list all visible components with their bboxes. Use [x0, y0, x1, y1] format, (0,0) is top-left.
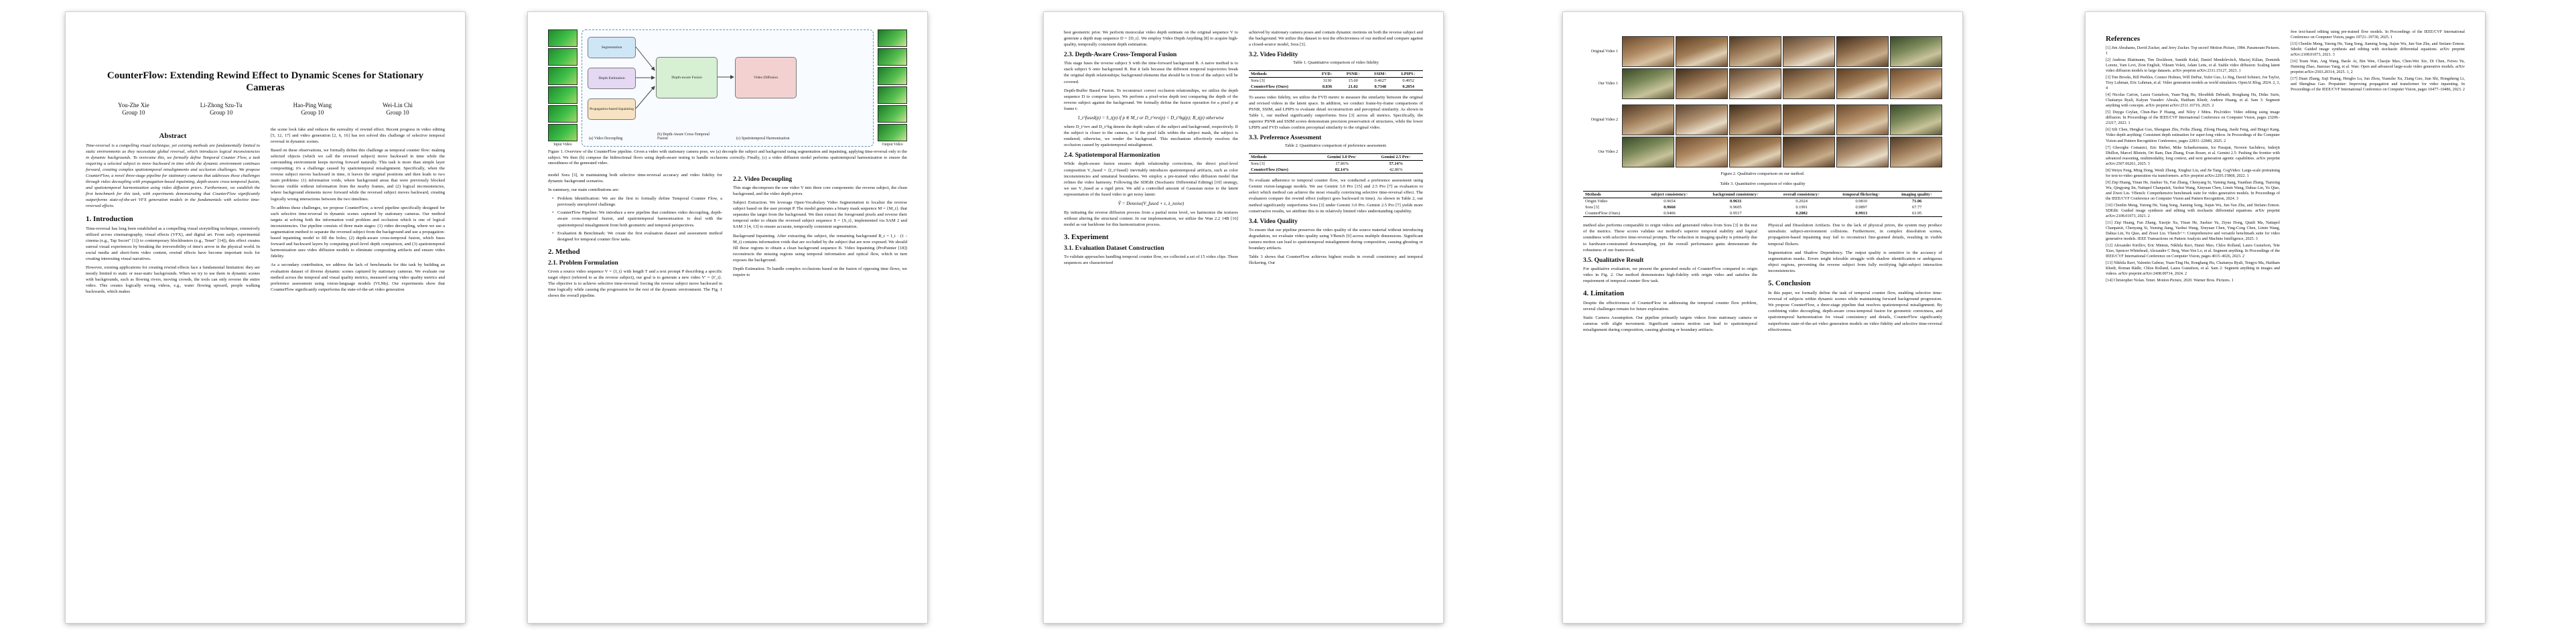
- reference-item: free text-based editing using pre-trained flow models. In Proceedings of the IEEE/CVF International Conference on Computer Vision, pages 19721–19730, 2025. 1: [2291, 30, 2465, 40]
- reference-item: [17] Duan Zhang, Jiaji Huang, Hengbo Lu, Jun Zhou, Yuanzhe Xu, Ziang Guo, Jian Shi, Hongsheng Li, and Shenghua Gao. Propainter: Improving propagation and transformer for video inpainting. In Proceedings of the IEEE/CVF International Conference on Computer Vision, pages 10477–10486, 2023. 2: [2291, 77, 2465, 92]
- reference-item: [12] Alexander Kirillov, Eric Mintun, Nikhila Ravi, Hanzi Mao, Chloe Rolland, Laura Gustafson, Tete Xiao, Spencer Whitehead, Alexander C Berg, Wan-Yen Lo, et al. Segment anything. In Proceedings of the IEEE/CVF International Conference on Computer Vision, pages 4015–4026, 2023. 2: [2106, 244, 2280, 259]
- video-frame-thumbnail: [548, 29, 578, 47]
- stage-label-c: (c) Spatiotemporal Harmonization: [736, 137, 790, 141]
- reference-item: [10] Chenlin Meng, Yutong He, Yang Song, Jiaming Song, Jiajun Wu, Jun-Yan Zhu, and Stefano Ermon. SDEdit: Guided image synthesis and editing with stochastic differential equations. arXiv preprint arXiv:2108.01073, 2021. 2: [2106, 203, 2280, 218]
- video-frame-thumbnail: [548, 67, 578, 84]
- subsection-heading: 3.1. Evaluation Dataset Construction: [1064, 245, 1164, 253]
- reference-item: [7] Gheorghe Comanici, Eric Bieber, Mike Schaekermann, Ice Pasupat, Noveen Sachdeva, Inderjit Dhillon, Marcel Blistein, Ori Ram, Dan Zhang, Evan Rosen, et al. Gemini 2.5: Pushing the frontier with advanced reasoning, multimodality, long context, and next generation agentic capabilities. arXiv preprint arXiv:2507.06261, 2025. 3: [2106, 145, 2280, 166]
- table-header: Gemini 2.5 Pro↑: [1381, 155, 1411, 160]
- fidelity-table: [1249, 70, 1423, 90]
- paper-title: CounterFlow: Extending Rewind Effect to Dynamic Scenes for Stationary Cameras: [107, 70, 424, 93]
- subsection-heading: 2.4. Spatiotemporal Harmonization: [1064, 152, 1160, 159]
- reference-item: [13] Nikhila Ravi, Valentin Gabeur, Yuan-Ting Hu, Ronghang Hu, Chaitanya Ryali, Tengyu Ma, Haitham Khedr, Roman Rädle, Chloe Rolland, Laura Gustafson, et al. Sam 2: Segment anything in images and videos. arXiv preprint arXiv:2408.00714, 2024. 2: [2106, 261, 2280, 277]
- paragraph: best geometric prior. We perform monocular video depth estimate on the original sequence V to generate a depth map sequence D = {D_t}. We employ Video Depth Anything [8] to acquire high-quality, temporally consistent depth estimation.: [1064, 30, 1238, 48]
- table-header: subject consistency↑: [1651, 192, 1688, 198]
- section-heading: 4. Limitation: [1583, 289, 1625, 298]
- figure-label: Output Video: [882, 143, 903, 147]
- video-frame-thumbnail: [1836, 68, 1889, 99]
- video-frame-thumbnail: [1622, 68, 1674, 99]
- input-video-frames: [548, 29, 578, 147]
- table-header: FVD↓: [1321, 71, 1333, 76]
- paper-page-2: [528, 12, 927, 623]
- qualitative-figure: [1583, 36, 1942, 167]
- paragraph: the scene look fake and reduces the surreality of rewind effect. Recent progress in video editing [5, 12, 17] and video generation [2, 6, 16] has not solved this challenge of selective temporal reversal in dynamic scenes.: [271, 127, 445, 144]
- video-frame-thumbnail: [1676, 68, 1728, 99]
- paragraph: To ensure that our pipeline preserves the video quality of the source material without introducing degradation, we evaluate video quality using VBench [9] across multiple dimensions. Significant camera motion can lead to spatiotemporal misalignment during composition, causing ghosting or boundary artifacts.: [1249, 227, 1423, 251]
- row-label: Our Video 2: [1598, 150, 1618, 154]
- section-heading: 3. Experiment: [1064, 233, 1109, 242]
- paragraph: Segmentation and Shadow Dependency. The output quality is sensitive to the accuracy of segmentation masks. Errors might tolerable struggle with shadow identification or ambiguous object regions, preventing the reverse subject from fully rectifying light-subject interaction inconsistencies.: [1768, 250, 1942, 273]
- video-frame-thumbnail: [1729, 137, 1781, 167]
- video-frame-thumbnail: [1783, 104, 1835, 135]
- video-frame-thumbnail: [878, 86, 907, 104]
- section-heading: 5. Conclusion: [1768, 279, 1811, 288]
- video-frame-thumbnail: [878, 124, 907, 141]
- paragraph: where D_t^rev and D_t^bg denote the depth values of the subject and background, respectively. If the subject is closer to the camera, or if the pixel falls within the subject mask, the subject is rendered; otherwise, we render the background. This mechanism effectively resolves the occlusion caused by spatiotemporal misalignment.: [1064, 125, 1238, 148]
- table-header: Gemini 3.0 Pro↑: [1327, 155, 1357, 160]
- table-caption: Table 2. Quantitative comparison of preference assessment.: [1284, 143, 1387, 149]
- section-heading: 2. Method: [548, 247, 580, 256]
- reference-item: [15] Chenlin Meng, Yutong He, Yang Song, Jiaming Song, Jiajun Wu, Jun-Yan Zhu, and Stefano Ermon. Sdedit: Guided image synthesis and editing with stochastic differential equations. arXiv preprint arXiv:2108.01073, 2021. 3: [2291, 42, 2465, 58]
- equation: I_t^fused(p) = S_t(p) if p ∈ M_t or D_t^rev(p) < D_t^bg(p); B_t(p) otherwise: [1078, 115, 1224, 121]
- video-frame-thumbnail: [1622, 104, 1674, 135]
- contribution-bullet: • Evaluation & Benchmark: We create the first evaluation dataset and assessment method designed for temporal counter flow tasks.: [553, 230, 722, 242]
- reference-item: [6] Sili Chen, Hengkai Guo, Shengnan Zhu, Feihu Zhang, Zilong Huang, Jiashi Feng, and Bingyi Kang. Video depth anything: Consistent depth estimation for super-long videos. In Proceedings of the Computer Vision and Pattern Recognition Conference, pages 22831–22840, 2025. 2: [2106, 128, 2280, 143]
- table-row: CounterFlow (Ours) 8.836 21.02 0.7348 0.2054: [1249, 84, 1423, 90]
- paper-page-3: [1044, 12, 1443, 623]
- table-row: CounterFlow (Ours) 82.14% 42.86%: [1249, 167, 1423, 173]
- paragraph: Depth-Buffer Based Fusion. To reconstruct correct occlusion relationships, we utilize the depth sequence D to compose layers. We perform a pixel-wise depth test comparing the depth of the reverse subject against the background. We formally define the fusion operation for a pixel p at frame t:: [1064, 88, 1238, 111]
- video-frame-thumbnail: [1676, 137, 1728, 167]
- paragraph: Based on these observations, we formally define this challenge as temporal counter flow: making selected objects (which we call the reversed subject) move backward in time while the surrounding environment keeps moving forward naturally. This task is more than simple layer compositing; it's a challenge caused by spatiotemporal misalignment. Specifically, when the reverse subject moves backward in time, it leaves the original positions and then leads to two main problems: (1) information voids, where background areas that were previously blocked become visible without information from the nearby frames, and (2) logical inconsistencies, where background elements move forward while the reversed subject moves backward, creating logically wrong interactions between the two timelines.: [271, 147, 445, 202]
- paragraph: achieved by stationary camera poses and contain dynamic motions on both the reverse subject and the background. We utilize this dataset to test the effectiveness of our method and compare against a closed-source model, Sora [3].: [1249, 30, 1423, 48]
- reference-item: [5] Duygu Ceylan, Chun-Hao P Huang, and Niloy J Mitra. Pix2video: Video editing using image diffusion. In Proceedings of the IEEE/CVF International Conference on Computer Vision, pages 23206–23217, 2023. 1: [2106, 111, 2280, 126]
- paragraph: Given a source video sequence V = {I_t} with length T and a text prompt P describing a specific target object (referred to as the reverse subject), our goal is to generate a new video V' = {I'_t}. The objective is to achieve selective time-reversal: forcing the reverse subject move backward in time logically while causing the progression for the rest of the dynamic environment. The Fig. 1 shows the overall pipeline.: [548, 269, 722, 299]
- stage-label-b: (b) Depth-Aware Cross-Temporal Fusion: [657, 133, 709, 141]
- video-frame-thumbnail: [1676, 104, 1728, 135]
- pipeline-arrows: [582, 30, 810, 147]
- preference-table: [1249, 153, 1423, 173]
- video-frame-thumbnail: [1890, 36, 1942, 67]
- paragraph: Despite the effectiveness of CounterFlow in addressing the temporal counter flow problem, several challenges remain for future exploration.: [1583, 301, 1757, 312]
- reference-item: [11] Ziqi Huang, Fan Zhang, Xiaojie Xu, Yinan He, Jiashuo Yu, Ziyue Dong, Qianli Ma, Nattapol Chanpaisit, Chenyang Si, Yuming Jiang, Yaohui Wang, Xinyuan Chen, Ying-Cong Chen, Limin Wang, Dahua Lin, Yu Qiao, and Ziwei Liu. Vbench++: Comprehensive and versatile benchmark suite for video generative models. IEEE Transactions on Pattern Analysis and Machine Intelligence, 2025. 3: [2106, 220, 2280, 242]
- table-row: Sora [3] 17.86% 57.14%: [1251, 161, 1404, 167]
- table-caption: Table 3. Quantitative comparison of video quality: [1720, 181, 1806, 186]
- section-heading: 1. Introduction: [86, 214, 133, 223]
- paragraph: To assess video fidelity, we utilize the FVD metric to measure the similarity between the original and revised videos in the latent space. In addition, we conduct frame-by-frame comparisons of PSNR, SSIM, and LPIPS to evaluate detail reconstruction and perceptual similarity. As shown in Table 1, our method significantly outperforms Sora [3] across all metrics. Specifically, the superior PSNR and SSIM scores demonstrate precision preservation of structures, while the lower LPIPS and FVD values confirm perceptual similarity to the original video.: [1249, 94, 1423, 131]
- paragraph: model Sora [3], in maintaining both selective time-reversal accuracy and video fidelity for dynamic background scenarios.: [548, 172, 722, 184]
- contribution-bullet: • Problem Identification: We are the first to formally define Temporal Counter Flow, a previously unexplored challenge.: [553, 196, 722, 208]
- video-frame-thumbnail: [1729, 68, 1781, 99]
- reference-item: [8] Weiyu Feng, Ming Dong, Wenli Zheng, Xinghui Liu, and Jie Tang. CogVideo: Large-scale pretraining for text-to-video generation via transformers. arXiv preprint arXiv:2205.15868, 2022. 1: [2106, 168, 2280, 178]
- reference-item: [9] Ziqi Huang, Yinan He, Jiashuo Yu, Fan Zhang, Chenyang Si, Yuming Jiang, Yuanhan Zhang, Tianxing Wu, Qingyang Jin, Nattapol Chanpaisit, Yaohui Wang, Xinyuan Chen, Limin Wang, Dahua Lin, Yu Qiao, and Ziwei Liu. VBench: Comprehensive benchmark suite for video generative models. In Proceedings of the IEEE/CVF Conference on Computer Vision and Pattern Recognition, 2024. 3: [2106, 180, 2280, 201]
- inpainting-block: Propagation-based Inpainting: [588, 98, 636, 120]
- paragraph: To address these challenges, we propose CounterFlow, a novel pipeline specifically designed for such selective time-reversal in dynamic scenes captured by stationary cameras. Our method targets at solving both the information void problem and occlusion which is one of logical inconsistencies. Our pipeline consists of three main stages: (1) video decoupling, where we use a segmentation method to separate the reversed subject from the background and use a propagation-based inpainting model to fill the holes; (2) depth-aware cross-temporal fusion, which fuses forward and backward layers by computing pixel-level depth comparison, and (3) spatiotemporal harmonization uses video diffusion models to eliminate compositing artifacts and ensure video fidelity.: [271, 205, 445, 259]
- video-frame-thumbnail: [1890, 104, 1942, 135]
- table-header: background consistency↑: [1712, 192, 1759, 198]
- row-label: Original Video 1: [1590, 50, 1618, 54]
- video-frame-thumbnail: [1836, 36, 1889, 67]
- paragraph: Physical and Dissolution Artifacts. Due to the lack of physical priors, the system may produce unrealistic subject-environment collisions. Furthermore, in complex dissolution scenes, propagation-based inpainting may fail to reconstruct fine-grained details, resulting in visible temporal flickers.: [1768, 223, 1942, 246]
- video-frame-thumbnail: [1622, 36, 1674, 67]
- subsection-heading: 3.4. Video Quality: [1249, 218, 1298, 225]
- paper-page-1: [66, 12, 465, 623]
- diffusion-block: Video Diffusion: [735, 57, 797, 98]
- video-frame-thumbnail: [548, 48, 578, 66]
- table-header: temporal flickering↑: [1842, 192, 1881, 198]
- reference-item: [16] Team Wan, Ang Wang, Baole Ai, Bin Wen, Chaojie Mao, Chen-Wei Xie, Di Chen, Feiwu Yu, Haiming Zhao, Jianxiao Yang, et al. Wan: Open and advanced large-scale video generative models. arXiv preprint arXiv:2503.20314, 2025. 1, 2: [2291, 60, 2465, 75]
- reference-item: [3] Tim Brooks, Bill Peebles, Connor Holmes, Will DePue, Yufei Guo, Li Jing, David Schnurr, Joe Taylor, Troy Luhman, Eric Luhman, et al. Video generation models as world simulators. OpenAI Blog, 2024. 2, 3, 4: [2106, 76, 2280, 91]
- subsection-heading: 2.3. Depth-Aware Cross-Temporal Fusion: [1064, 52, 1177, 59]
- paragraph: As a secondary contribution, we address the lack of benchmarks for this task by building an evaluation dataset of diverse dynamic scenes captured by stationary cameras. We evaluate our method across the temporal and visual quality metrics, measured using video quality metrics and preference assessment using vision-language models (VLMs). Our experiments show that CounterFlow significantly outperforms the state-of-the-art video generation: [271, 263, 445, 292]
- paper-page-5: [2086, 12, 2485, 623]
- table-header: Methods: [1251, 71, 1267, 76]
- paragraph: Subject Extraction. We leverage Open-Vocabulary Video Segmentation to localize the reverse subject based on the user prompt P. The model generates a binary mask sequence M = {M_t}. that separates the target from the background. We then extract the foreground pixels and reverse their temporal order to obtain the reversed subject sequence S = {S_t}, implemented via SAM 2 and SAM 3 [4, 13] to ensure accurate, temporally consistent segmentation.: [733, 200, 907, 230]
- subsection-heading: 3.5. Qualitative Result: [1583, 257, 1644, 264]
- paragraph: In summary, our main contributions are:: [548, 188, 620, 193]
- paragraph: This stage fuses the reverse subject S with the time-forward background B. A naive method is to stack subject S onto background B. But it fails because the different temporal trajectories break the original depth relationships; background elements that should be in front of the subject will be covered.: [1064, 61, 1238, 84]
- subsection-heading: 3.3. Preference Assessment: [1249, 135, 1322, 142]
- paragraph: Table 3 shows that CounterFlow achieves highest results in overall consistency and temporal flickering. Our: [1249, 255, 1423, 266]
- paragraph: While depth-aware fusion ensures depth relationship corrections, the direct pixel-level composition V_fused = {I_t^fused} inevitably introduces spatiotemporal artifacts, such as color inconsistencies and unnatural boundaries. We employ a pre-trained video diffusion model that refines the video harmony. Following the SDEdit (Stochastic Differential Editing) [10] strategy, we use V_fused as a rigid prior. We add a controlled amount of Gaussian noise to the latent representation of the fused video to get noisy latent:: [1064, 161, 1238, 197]
- video-frame-thumbnail: [548, 124, 578, 141]
- table-caption: Table 1. Quantitative comparison of video fidelity: [1293, 60, 1379, 66]
- video-frame-thumbnail: [1676, 36, 1728, 67]
- row-label: Our Video 1: [1598, 82, 1618, 86]
- table-row: CounterFlow (Ours) 0.9406 0.9517 0.2082 0.9913 63.95: [1583, 210, 1942, 217]
- video-frame-thumbnail: [1836, 104, 1889, 135]
- author: You-Zhe Xie Group 10: [117, 102, 149, 117]
- video-frame-thumbnail: [548, 86, 578, 104]
- author: Wei-Lin Chi Group 10: [382, 102, 413, 117]
- table-header: Methods: [1251, 155, 1267, 160]
- author: Hao-Ping Wang Group 10: [293, 102, 332, 117]
- reference-item: [2] Andreas Blattmann, Tim Dockhorn, Sumith Kulal, Daniel Mendelevitch, Maciej Kilian, Dominik Lorenz, Yam Levi, Zion English, Vikram Voleti, Adam Letts, et al. Stable video diffusion: Scaling latent video diffusion models to large datasets. arXiv preprint arXiv:2311.15127, 2023. 1: [2106, 58, 2280, 74]
- output-video-frames: [878, 29, 907, 147]
- contribution-bullet: • CounterFlow Pipeline: We introduce a new pipeline that combines video decoupling, depth-aware cross-temporal fusion, and spatiotemporal harmonization to deal with the spatiotemporal misalignment from both geometric and temporal perspectives.: [553, 210, 722, 228]
- abstract-text: Time-reversal is a compelling visual technique, yet existing methods are fundamentally limited to static environments as they necessitate global reversal, which introduces logical inconsistencies in dynamic backgrounds. To overcome this, we formally define Temporal Counter Flow, a task requiring a selected subject to move backward in time while the dynamic environment continues forward, creating complex spatiotemporal misalignments and occlusion challenges. We propose CounterFlow, a novel three-stage pipeline for stationary cameras that addresses these challenges through video decoupling with propagation-based inpainting, depth-aware cross-temporal fusion, and spatiotemporal harmonization using video diffusion priors. Furthermore, we establish the first benchmark for this task, with experiments demonstrating that CounterFlow significantly outperforms state-of-the-art VFX generation models in the fundamentals with selective time-reversed effects.: [86, 143, 260, 209]
- table-row: Sora [3] 3130 15.60 0.4627 0.4952: [1251, 78, 1414, 83]
- video-frame-thumbnail: [1783, 68, 1835, 99]
- paragraph: To evaluate adherence to temporal counter flow, we conducted a preference assessment using Gemini vision-language models. We use Gemini 3.0 Pro [15] and 2.5 Pro [7] as evaluators to select which method can achieve the most visually convincing selective time-reversal effect. The evaluators compare the rewind effect (subject goes backward in time). As shown in Table 2, our method significantly outperforms Sora [3] under Gemini 3.0 Pro. Gemini 2.5 Pro [7] yields more conservative results, we attribute this to its relatively limited video understanding capability.: [1249, 178, 1423, 214]
- reference-item: [4] Nicolas Carion, Laura Gustafson, Yuan-Ting Hu, Shoubhik Debnath, Ronghang Hu, Didac Suris, Chaitanya Ryali, Kalyan Vasudev Alwala, Haitham Khedr, Andrew Huang, et al. Sam 3: Segment anything with concepts. arXiv preprint arXiv:2511.16719, 2025. 2: [2106, 93, 2280, 109]
- video-frame-thumbnail: [1890, 68, 1942, 99]
- paragraph: By initiating the reverse diffusion process from a partial noise level, we harmonize the textures without altering the structural content. In our implementation, we utilize the Wan 2.2 14B [16] model as our backbone for this harmonization process.: [1064, 210, 1238, 228]
- reference-item: [1] Jim Abrahams, David Zucker, and Jerry Zucker. Top secret! Motion Picture, 1984. Paramount Pictures. 1: [2106, 46, 2280, 56]
- table-row: Sora [3] 0.9660 0.9605 0.1991 0.9897 67.77: [1585, 205, 1922, 210]
- subsection-heading: 3.2. Video Fidelity: [1249, 52, 1298, 59]
- table-header: Methods: [1585, 192, 1601, 198]
- paragraph: To validate approaches handling temporal counter flow, we collected a set of 15 video clips. These sequences are characterized: [1064, 255, 1238, 266]
- depth-estimation-block: Depth Estimation: [588, 68, 636, 89]
- paragraph: In this paper, we formally define the task of temporal counter flow, enabling selective time-reversal of subjects within dynamic scenes while maintaining forward background progression. We propose CounterFlow, a three-stage pipeline that resolves spatiotemporal misalignment. By combining video decoupling, depth-aware cross-temporal fusion for geometric correctness, and spatiotemporal harmonization for visual consistency and details, CounterFlow significantly outperforms state-of-the-art video generation models on video fidelity and selective time-reversal effectiveness.: [1768, 291, 1942, 332]
- subsection-heading: 2.1. Problem Formulation: [548, 259, 618, 267]
- video-frame-thumbnail: [548, 105, 578, 123]
- table-header: overall consistency↑: [1783, 192, 1820, 198]
- figure-caption: Figure 2. Qualitative comparison on our method.: [1720, 171, 1805, 176]
- section-heading: References: [2106, 35, 2141, 43]
- video-frame-thumbnail: [1890, 137, 1942, 167]
- reference-item: [14] Christopher Nolan. Tenet. Motion Picture, 2020. Warner Bros. Pictures. 1: [2106, 279, 2234, 283]
- paragraph: method also performs comparable to origin videos and generated videos from Sora [3] in the rest of the metrics. These scores validate our method's superior temporal stability and logical soundness with selective time-reversal prompts. The reduction in imaging quality is primarily due to hardware-constrained downsampling, yet the overall performance gains demonstrate the robustness of our framework.: [1583, 223, 1757, 253]
- row-label: Original Video 2: [1590, 118, 1618, 122]
- abstract-heading: Abstract: [159, 131, 187, 140]
- pipeline-figure: [548, 29, 907, 147]
- paragraph: Time-reversal has long been established as a compelling visual storytelling technique, extensively utilized across cinematography, visual effects (VFX), and digital art. From early experimental cinema (e.g., Tap Secret" [1]) to contemporary blockbusters (e.g., Tenet" [14]), this effect creates surreal visual experiences by breaking the irreversibility of time's arrow in the physical world. In social media and short-form video content, rewind effects have become important tools for creating interesting visual narratives.: [86, 226, 260, 261]
- figure-label: Input Video: [553, 143, 572, 147]
- author: Li-Zhong Szu-Tu Group 10: [200, 102, 243, 117]
- video-frame-thumbnail: [878, 48, 907, 66]
- fusion-block: Depth-aware Fusion: [656, 57, 718, 98]
- table-header: LPIPS↓: [1401, 71, 1416, 76]
- stage-label-a: (a) Video Decoupling: [589, 137, 623, 141]
- paragraph: However, existing applications for creating rewind effects face a fundamental limitation: they are mostly limited to static or near-static backgrounds. When we try to use them in dynamic scenes with backgrounds, such as flowing rivers, moving crowds, the tools can only reverse the entire video. This creates logically wrong videos, e.g., water flowing upward, people walking backwards, which makes: [86, 265, 260, 295]
- paragraph: Static Camera Assumption. Our pipeline primarily targets videos from stationary camera or cameras with slight movement. Significant camera motion can lead to spatiotemporal misalignment during composition, causing ghosting or boundary artifacts.: [1583, 315, 1757, 333]
- video-frame-thumbnail: [1729, 36, 1781, 67]
- author-list: [92, 102, 438, 117]
- video-frame-thumbnail: [1783, 137, 1835, 167]
- paragraph: This stage decomposes the raw video V into three core components: the reverse subject, the clean background, and the video depth priors.: [733, 185, 907, 197]
- paper-page-4: [1563, 12, 1962, 623]
- video-frame-thumbnail: [878, 105, 907, 123]
- figure-caption: Figure 1. Overview of the CounterFlow pipeline. Given a video with stationary camera pose, we (a) decouple the subject and background using segmentation and inpainting, applying time-reversal only to the subject. We then (b) compose the bidirectional flows using depth-aware testing to handle occlusions correctly. Finally, (c) a video diffusion model performs spatiotemporal harmonization to ensure the smoothness of the generated video.: [548, 149, 907, 166]
- paragraph: For qualitative evaluation, we present the generated results of CounterFlow compared to origin video in Fig. 2. Our method demonstrates high-fidelity with origin video and satisfies the requirement of temporal counter flow task.: [1583, 266, 1757, 283]
- video-frame-thumbnail: [878, 29, 907, 47]
- table-header: SSIM↑: [1373, 71, 1387, 76]
- video-frame-thumbnail: [1836, 137, 1889, 167]
- video-frame-thumbnail: [1622, 137, 1674, 167]
- quality-table: [1583, 191, 1942, 217]
- pipeline-diagram: [582, 29, 874, 147]
- equation: Ṽ = Denoise(V_fused + ε, λ_noise): [1117, 200, 1184, 206]
- video-frame-thumbnail: [1729, 104, 1781, 135]
- table-row: Origin Video 0.9654 0.9631 0.2024 0.9810 71.06: [1585, 199, 1922, 204]
- segmentation-block: Segmentation: [588, 37, 636, 58]
- video-frame-thumbnail: [878, 67, 907, 84]
- subsection-heading: 2.2. Video Decoupling: [733, 175, 793, 183]
- paragraph: Depth Estimation. To handle complex occlusions based on the fusion of opposing time flows, we require to: [733, 267, 907, 278]
- video-frame-thumbnail: [1783, 36, 1835, 67]
- table-header: PSNR↑: [1346, 71, 1360, 76]
- table-header: imaging quality↑: [1901, 192, 1933, 198]
- paragraph: Background Inpainting. After extracting the subject, the remaining background B_t = I_t · (1 - M_t) contains information voids that are occluded by the subject that are now exposed. We should fill these regions to obtain a clean background sequence B. Video Inpainting (ProPainter [18]) reconstructs the missing regions using temporal information and optical flow, which in turn exposes the background.: [733, 233, 907, 263]
